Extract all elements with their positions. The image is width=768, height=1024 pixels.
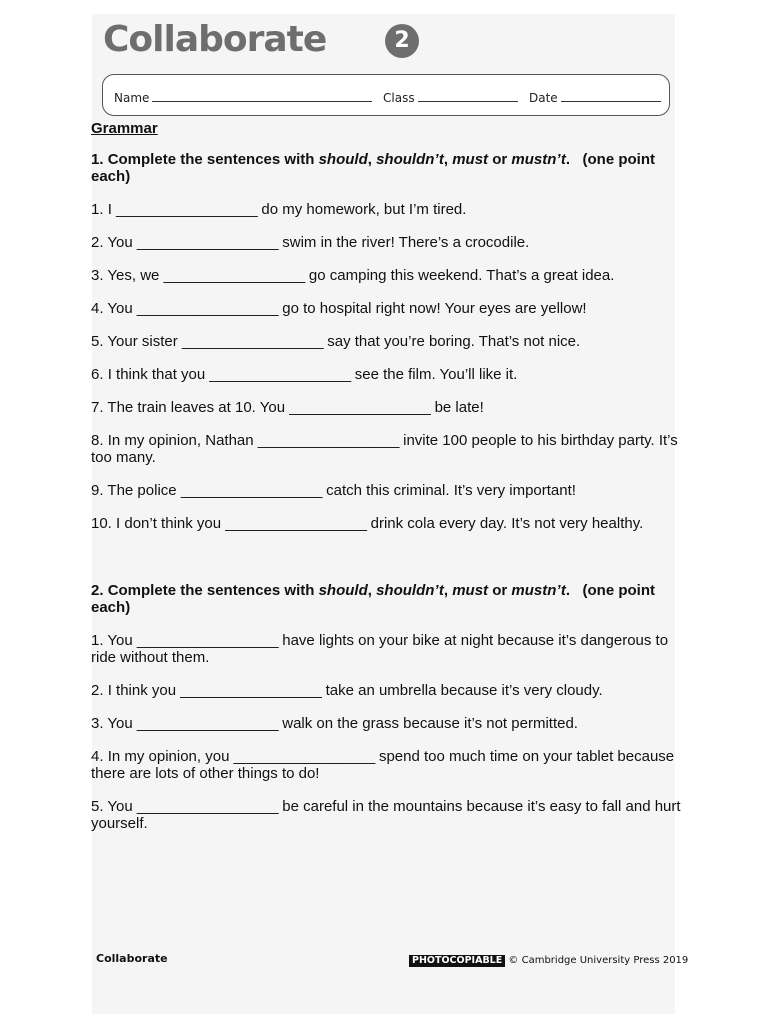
item-number: 10.: [91, 515, 112, 532]
answer-blank[interactable]: __________________: [163, 267, 305, 284]
exercise-number: 2.: [91, 582, 104, 599]
conjunction: or: [492, 151, 508, 168]
exercise-2-items: [91, 632, 681, 832]
name-label: Name: [114, 91, 150, 105]
modal-word: shouldn’t: [376, 582, 444, 599]
sentence-end: swim in the river! There’s a crocodile.: [282, 234, 530, 251]
sentence-item: [91, 432, 681, 466]
name-line: [152, 91, 372, 102]
sentence-start: Your sister: [107, 333, 178, 350]
sentence-end: do my homework, but I’m tired.: [261, 201, 467, 218]
sentence-item: [91, 748, 681, 782]
class-label: Class: [383, 91, 415, 105]
answer-blank[interactable]: __________________: [289, 399, 431, 416]
modal-word: should: [318, 151, 368, 168]
footer-brand: Collaborate: [96, 952, 168, 965]
instruction-text: Complete the sentences with: [107, 151, 315, 168]
sentence-item: [91, 300, 681, 317]
sentence-item: [91, 201, 681, 218]
sentence-start: In my opinion, Nathan: [107, 432, 254, 449]
photocopiable-badge: PHOTOCOPIABLE: [409, 955, 505, 967]
sentence-end: say that you’re boring. That’s not nice.: [327, 333, 581, 350]
exercise-number: 1.: [91, 151, 104, 168]
date-field: [529, 91, 661, 105]
item-number: 2.: [91, 234, 104, 251]
sentence-end: catch this criminal. It’s very important!: [326, 482, 576, 499]
sentence-start: The train leaves at 10. You: [107, 399, 286, 416]
sentence-end: be late!: [434, 399, 484, 416]
item-number: 4.: [91, 748, 104, 765]
sentence-end: walk on the grass because it’s not permitted.: [282, 715, 578, 732]
sentence-end: take an umbrella because it’s very cloudy.: [325, 682, 603, 699]
modal-word: should: [318, 582, 368, 599]
sentence-end: spend too much time on your tablet because there are lots of other things to do!: [91, 748, 675, 782]
student-info-box: [102, 74, 670, 116]
sentence-start: You: [107, 234, 133, 251]
sentence-item: [91, 515, 681, 532]
sentence-start: You: [107, 300, 133, 317]
sentence-item: [91, 715, 681, 732]
sentence-start: I: [107, 201, 112, 218]
answer-blank[interactable]: __________________: [209, 366, 351, 383]
conjunction: or: [492, 582, 508, 599]
item-number: 1.: [91, 201, 104, 218]
worksheet-content: [91, 120, 681, 848]
item-number: 4.: [91, 300, 104, 317]
item-number: 8.: [91, 432, 104, 449]
item-number: 6.: [91, 366, 104, 383]
sentence-item: [91, 366, 681, 383]
answer-blank[interactable]: __________________: [116, 201, 258, 218]
sentence-start: The police: [107, 482, 177, 499]
sentence-start: In my opinion, you: [107, 748, 230, 765]
date-label: Date: [529, 91, 558, 105]
exercise-1-instructions: 1. Complete the sentences with should, shouldn’t, must or mustn’t. (one point each): [91, 151, 655, 185]
answer-blank[interactable]: __________________: [225, 515, 367, 532]
answer-blank[interactable]: __________________: [180, 682, 322, 699]
points-note: (one point each): [91, 151, 655, 185]
modal-word: must: [452, 151, 489, 168]
sentence-start: Yes, we: [107, 267, 160, 284]
sentence-end: go to hospital right now! Your eyes are yellow!: [282, 300, 587, 317]
sentence-end: invite 100 people to his birthday party. It’s too many.: [91, 432, 678, 466]
sentence-end: be careful in the mountains because it’s easy to fall and hurt yourself.: [91, 798, 681, 832]
sentence-end: have lights on your bike at night because it’s dangerous to ride without them.: [91, 632, 669, 666]
item-number: 3.: [91, 267, 104, 284]
item-number: 5.: [91, 333, 104, 350]
name-field: [114, 91, 372, 105]
modal-word: mustn’t: [511, 151, 566, 168]
class-line: [418, 91, 518, 102]
modal-word: mustn’t: [511, 582, 566, 599]
logo: Collaborate: [103, 19, 327, 60]
sentence-item: [91, 267, 681, 284]
answer-blank[interactable]: __________________: [136, 300, 279, 317]
sentence-end: drink cola every day. It’s not very healthy.: [370, 515, 644, 532]
exercise-1-items: [91, 201, 681, 532]
footer-copyright: [409, 955, 688, 967]
sentence-start: I think you: [107, 682, 177, 699]
sentence-item: [91, 632, 681, 666]
sentence-item: [91, 482, 681, 499]
item-number: 2.: [91, 682, 104, 699]
sentence-item: [91, 234, 681, 251]
class-field: [383, 91, 518, 105]
level-badge: 2: [385, 24, 419, 58]
sentence-start: I don’t think you: [116, 515, 222, 532]
item-number: 3.: [91, 715, 104, 732]
sentence-start: You: [107, 715, 133, 732]
answer-blank[interactable]: __________________: [181, 333, 324, 350]
answer-blank[interactable]: __________________: [136, 234, 279, 251]
item-number: 1.: [91, 632, 104, 649]
sentence-start: You: [107, 798, 133, 815]
sentence-item: [91, 798, 681, 832]
answer-blank[interactable]: __________________: [136, 632, 279, 649]
answer-blank[interactable]: __________________: [180, 482, 322, 499]
item-number: 5.: [91, 798, 104, 815]
copyright-text: © Cambridge University Press 2019: [508, 955, 689, 966]
answer-blank[interactable]: __________________: [233, 748, 375, 765]
sentence-item: [91, 333, 681, 350]
sentence-start: I think that you: [107, 366, 206, 383]
section-title: Grammar: [91, 120, 158, 137]
points-note: (one point each): [91, 582, 655, 616]
sentence-item: [91, 682, 681, 699]
modal-word: shouldn’t: [376, 151, 444, 168]
sentence-start: You: [107, 632, 133, 649]
modal-word: must: [452, 582, 489, 599]
answer-blank[interactable]: __________________: [257, 432, 399, 449]
date-line: [561, 91, 661, 102]
sentence-end: go camping this weekend. That’s a great idea.: [308, 267, 615, 284]
item-number: 7.: [91, 399, 104, 416]
answer-blank[interactable]: __________________: [136, 798, 279, 815]
item-number: 9.: [91, 482, 104, 499]
instruction-text: Complete the sentences with: [107, 582, 315, 599]
sentence-item: [91, 399, 681, 416]
sentence-end: see the film. You’ll like it.: [354, 366, 518, 383]
answer-blank[interactable]: __________________: [136, 715, 279, 732]
exercise-2-instructions: 2. Complete the sentences with should, shouldn’t, must or mustn’t. (one point each): [91, 582, 655, 616]
